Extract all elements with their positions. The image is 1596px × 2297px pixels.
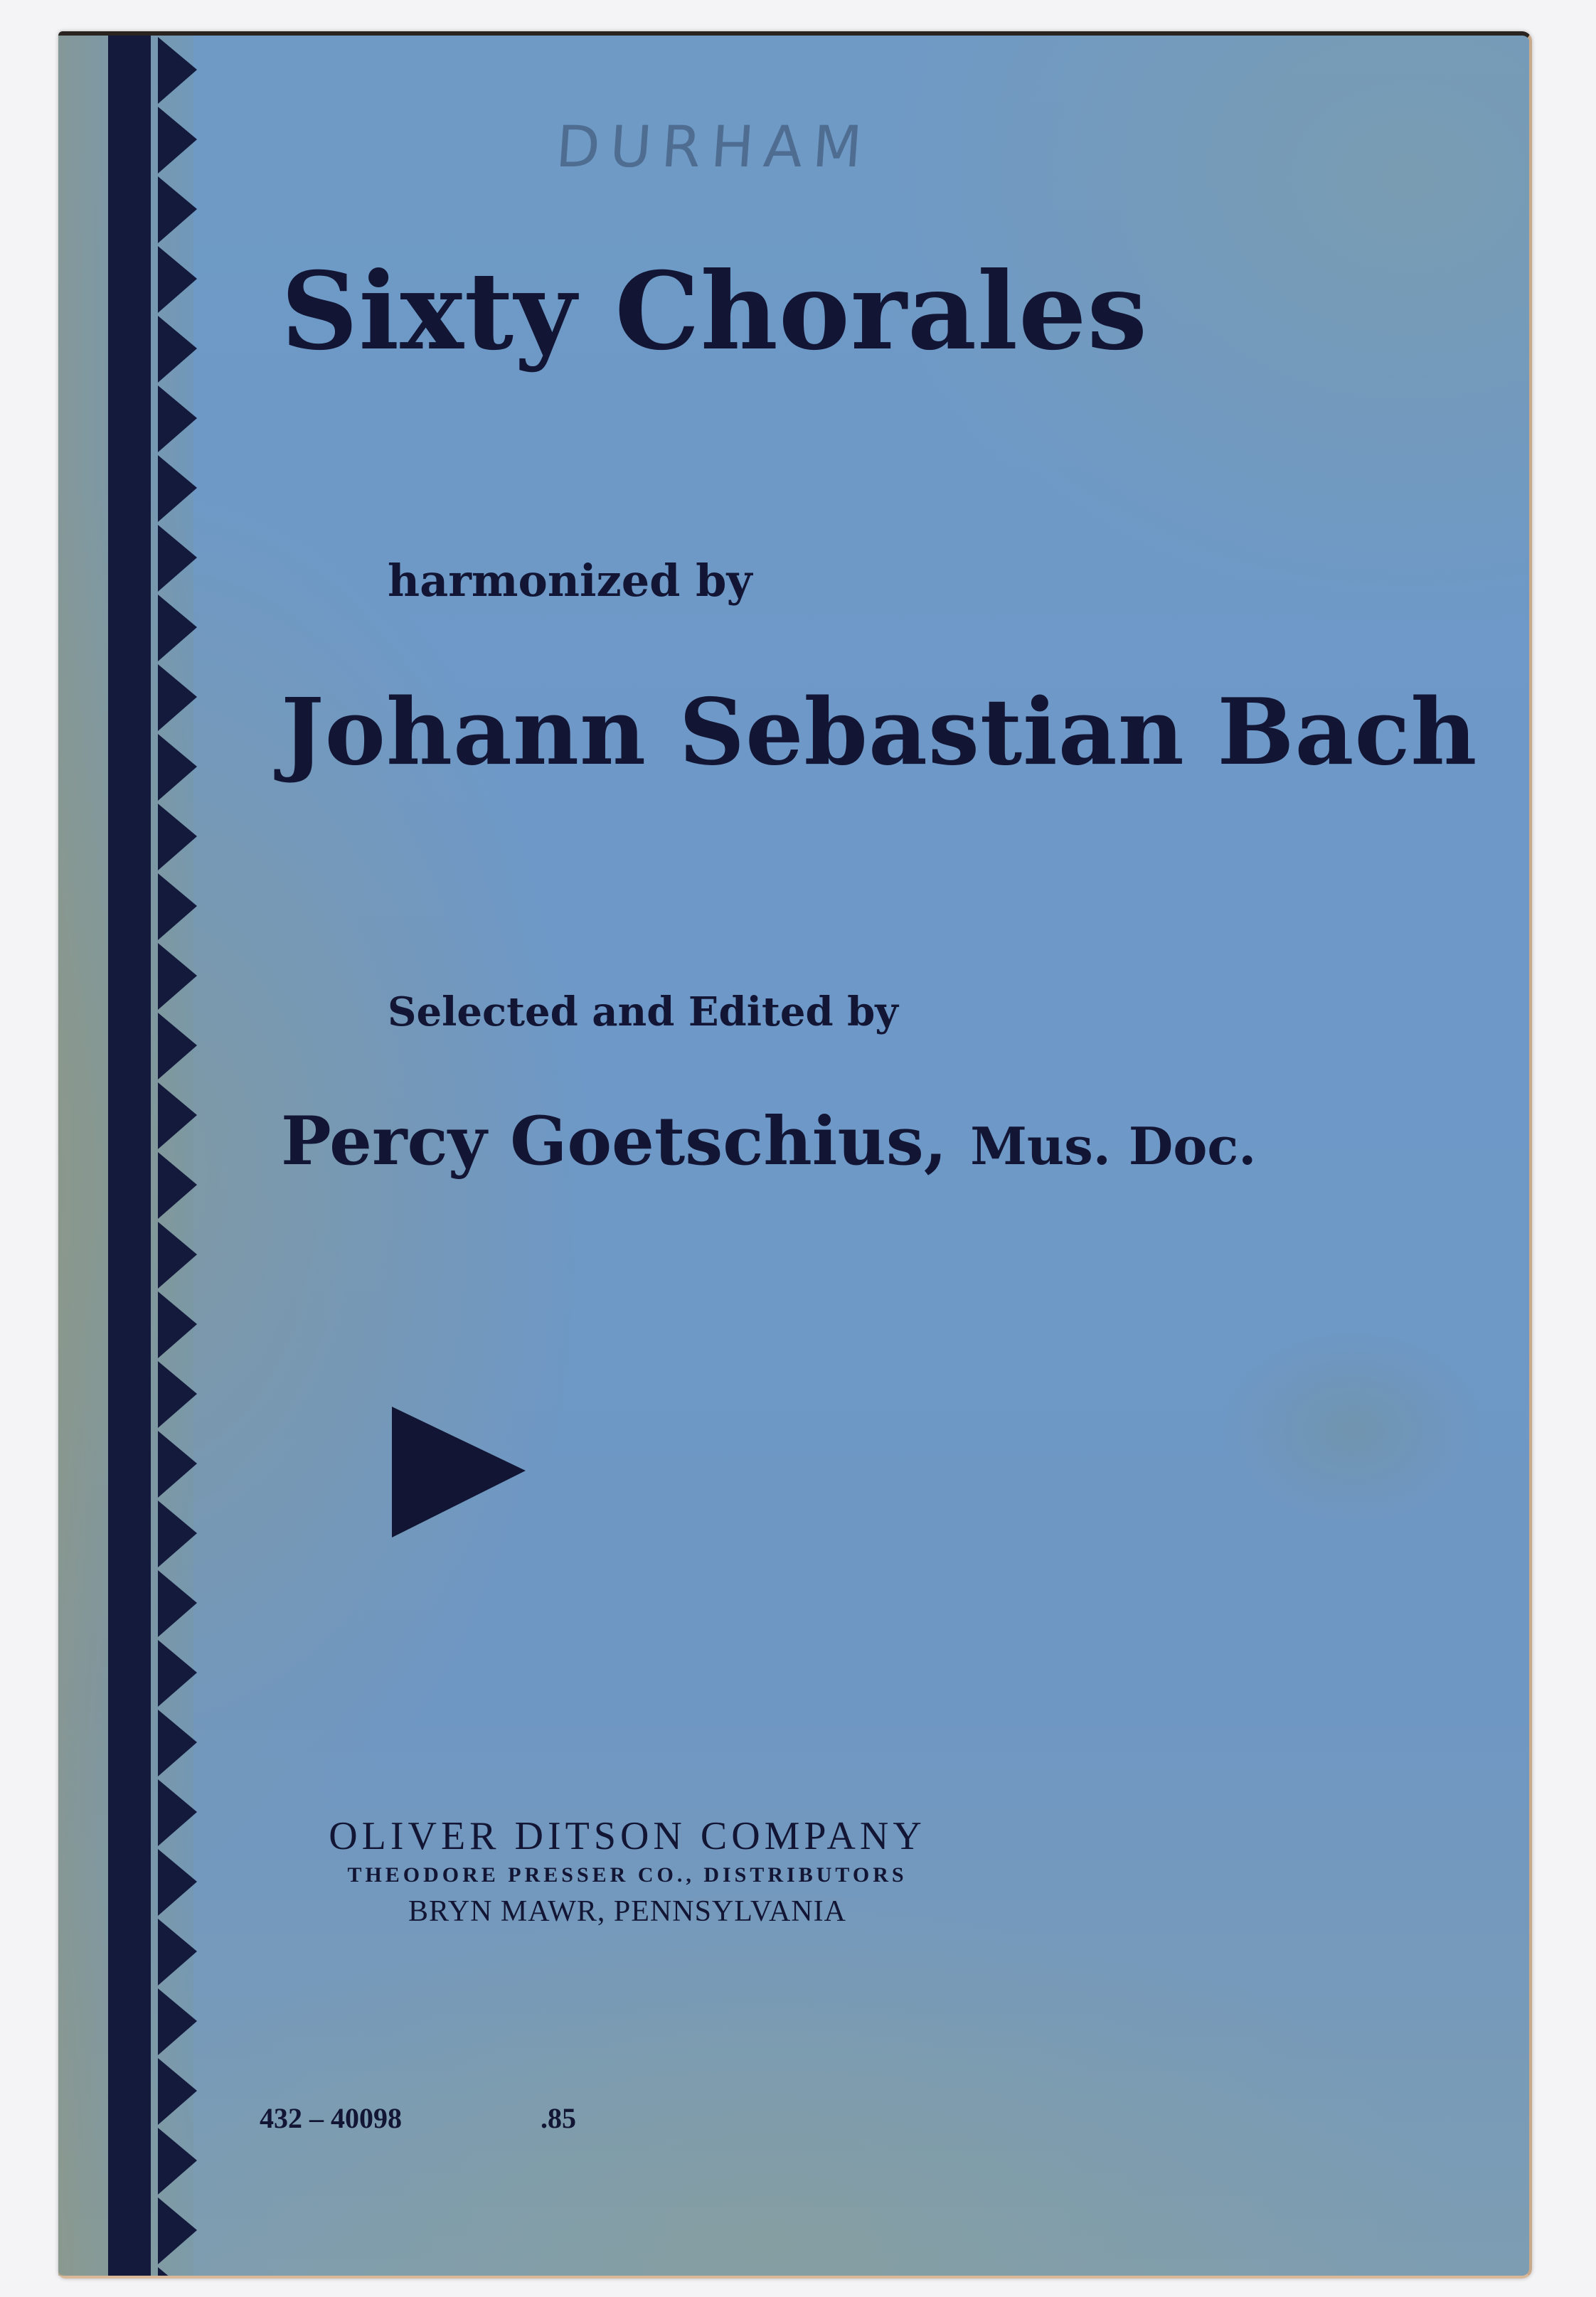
editor-credit bbox=[281, 1102, 1256, 1181]
right-triangle-arrow-icon bbox=[389, 1401, 531, 1543]
catalog-number: 432 – 40098 bbox=[260, 2102, 402, 2134]
publisher-name: OLIVER DITSON COMPANY bbox=[329, 1814, 926, 1858]
publisher-block bbox=[272, 1813, 983, 1929]
book-title: Sixty Chorales bbox=[281, 249, 1148, 374]
zigzag-border-icon bbox=[158, 36, 201, 2276]
editor-degree: Mus. Doc. bbox=[970, 1116, 1257, 1176]
composer-name: Johann Sebastian Bach bbox=[281, 679, 1478, 786]
publisher-distributor: THEODORE PRESSER CO., DISTRIBUTORS bbox=[347, 1863, 908, 1887]
book-cover bbox=[58, 31, 1532, 2279]
harmonized-by-label: harmonized by bbox=[388, 555, 752, 607]
editor-name: Percy Goetschius, bbox=[281, 1102, 947, 1181]
edited-by-label: Selected and Edited by bbox=[388, 988, 898, 1035]
publisher-location: BRYN MAWR, PENNSYLVANIA bbox=[408, 1895, 846, 1928]
price: .85 bbox=[541, 2102, 576, 2134]
spine-stripe bbox=[108, 36, 151, 2276]
handwritten-note: DURHAM bbox=[553, 114, 874, 180]
